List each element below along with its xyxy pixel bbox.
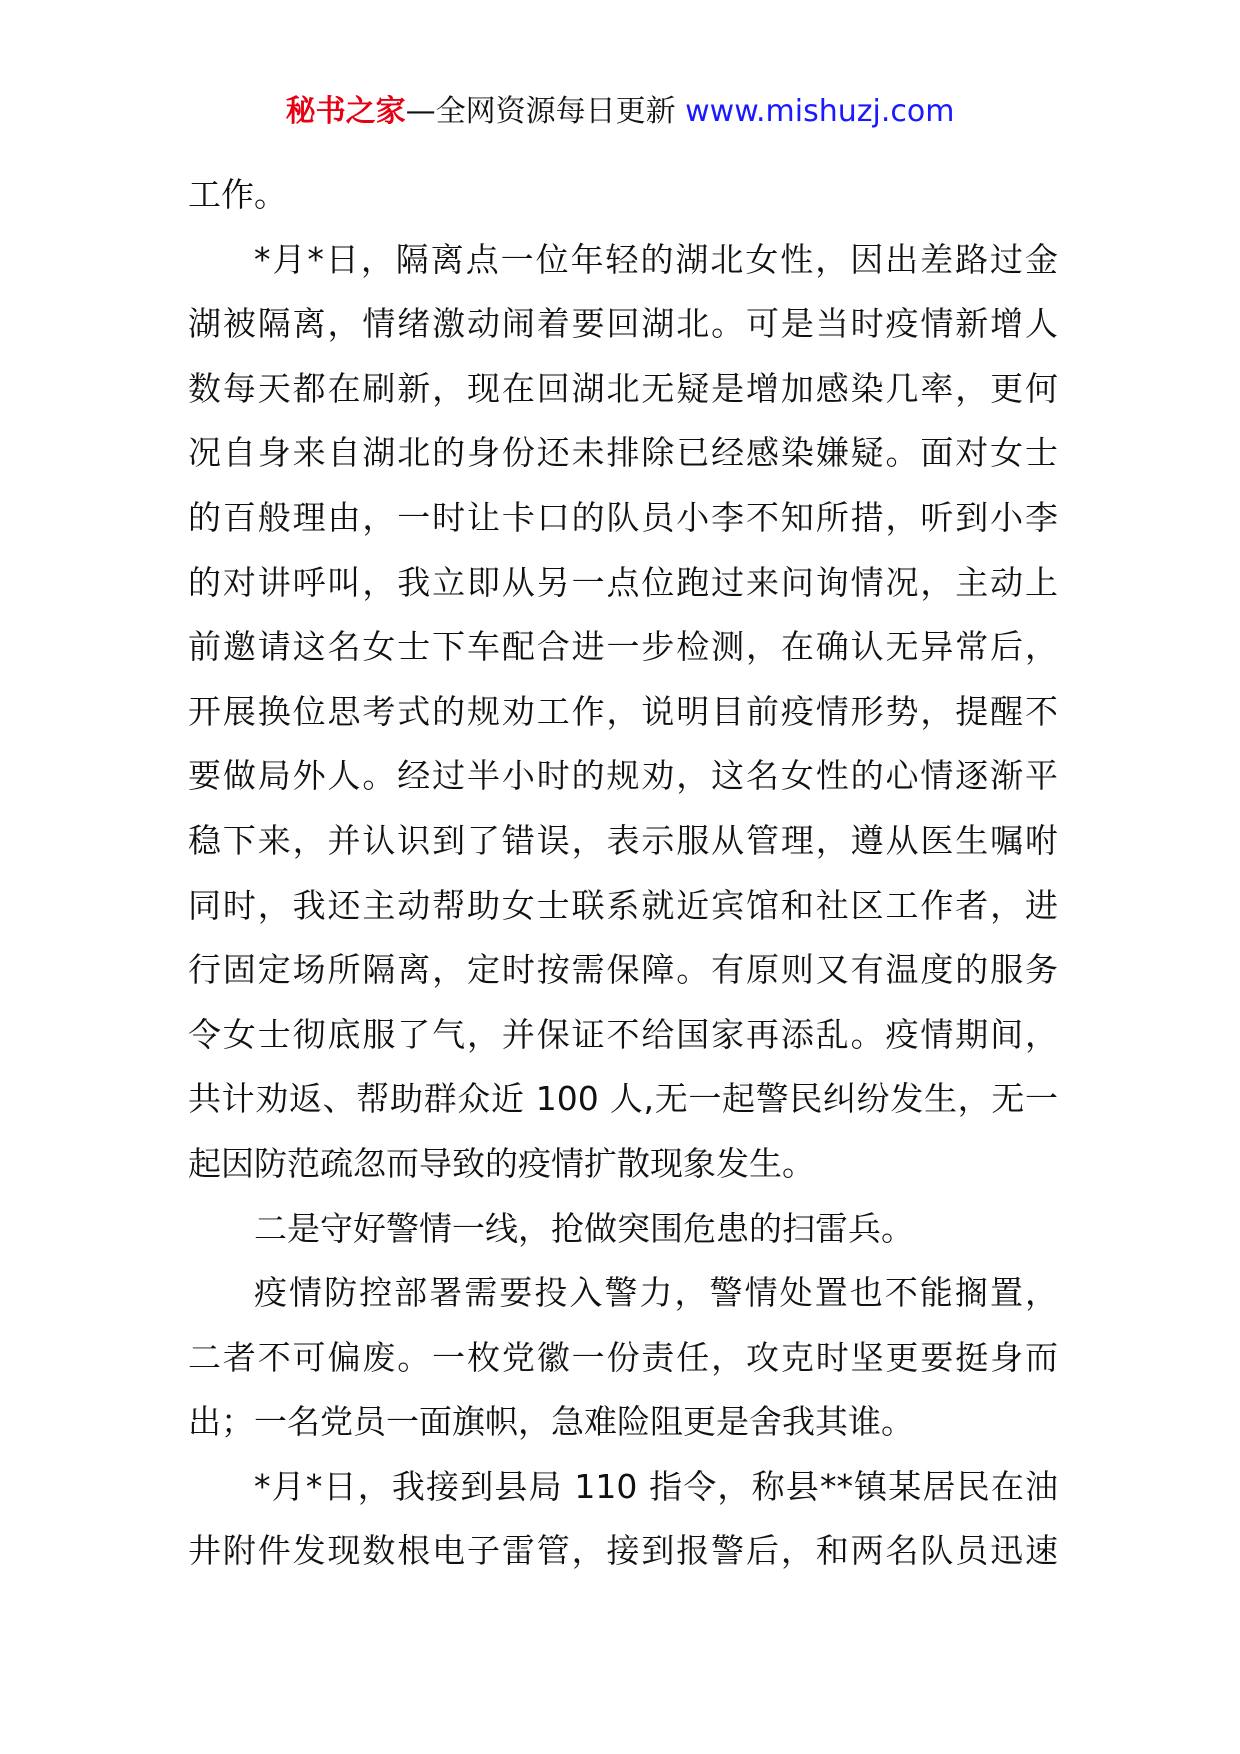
text-line: 令女士彻底服了气，并保证不给国家再添乱。疫情期间， — [188, 1014, 1058, 1054]
text-line: 前邀请这名女士下车配合进一步检测，在确认无异常后， — [188, 627, 1058, 667]
site-brand: 秘书之家 — [285, 94, 406, 129]
text-line: 稳下来，并认识到了错误，表示服从管理，遵从医生嘱咐 — [188, 820, 1058, 860]
site-header — [0, 92, 1240, 132]
text-line: 同时，我还主动帮助女士联系就近宾馆和社区工作者，进 — [188, 885, 1058, 925]
text-line: 要做局外人。经过半小时的规劝，这名女性的心情逐渐平 — [188, 756, 1058, 796]
document-body — [188, 163, 1058, 1584]
text-line: 行固定场所隔离，定时按需保障。有原则又有温度的服务 — [188, 950, 1058, 990]
text-line: 起因防范疏忽而导致的疫情扩散现象发生。 — [188, 1143, 815, 1183]
text-line: 疫情防控部署需要投入警力，警情处置也不能搁置， — [254, 1273, 1058, 1313]
text-line: 湖被隔离，情绪激动闹着要回湖北。可是当时疫情新增人 — [188, 304, 1058, 344]
site-url-link[interactable]: www.mishuzj.com — [685, 94, 955, 129]
text-line: 工作。 — [188, 175, 287, 214]
text-line: 况自身来自湖北的身份还未排除已经感染嫌疑。面对女士 — [188, 433, 1058, 473]
text-line: 数每天都在刷新，现在回湖北无疑是增加感染几率，更何 — [188, 368, 1058, 408]
text-line: 出；一名党员一面旗帜，急难险阻更是舍我其谁。 — [188, 1402, 914, 1442]
text-line: *月*日，我接到县局 110 指令，称县**镇某居民在油 — [254, 1466, 1058, 1506]
site-slogan: —全网资源每日更新 — [405, 94, 686, 129]
text-line: 共计劝返、帮助群众近 100 人,无一起警民纠纷发生，无一 — [188, 1079, 1058, 1119]
section-heading: 二是守好警情一线，抢做突围危患的扫雷兵。 — [254, 1208, 914, 1248]
text-line: 开展换位思考式的规劝工作，说明目前疫情形势，提醒不 — [188, 691, 1058, 731]
text-line: 的百般理由，一时让卡口的队员小李不知所措，听到小李 — [188, 497, 1058, 537]
text-line: 的对讲呼叫，我立即从另一点位跑过来问询情况，主动上 — [188, 562, 1058, 602]
text-line: 井附件发现数根电子雷管，接到报警后，和两名队员迅速 — [188, 1531, 1058, 1571]
text-line: *月*日，隔离点一位年轻的湖北女性，因出差路过金 — [254, 239, 1058, 279]
text-line: 二者不可偏废。一枚党徽一份责任，攻克时坚更要挺身而 — [188, 1337, 1058, 1377]
